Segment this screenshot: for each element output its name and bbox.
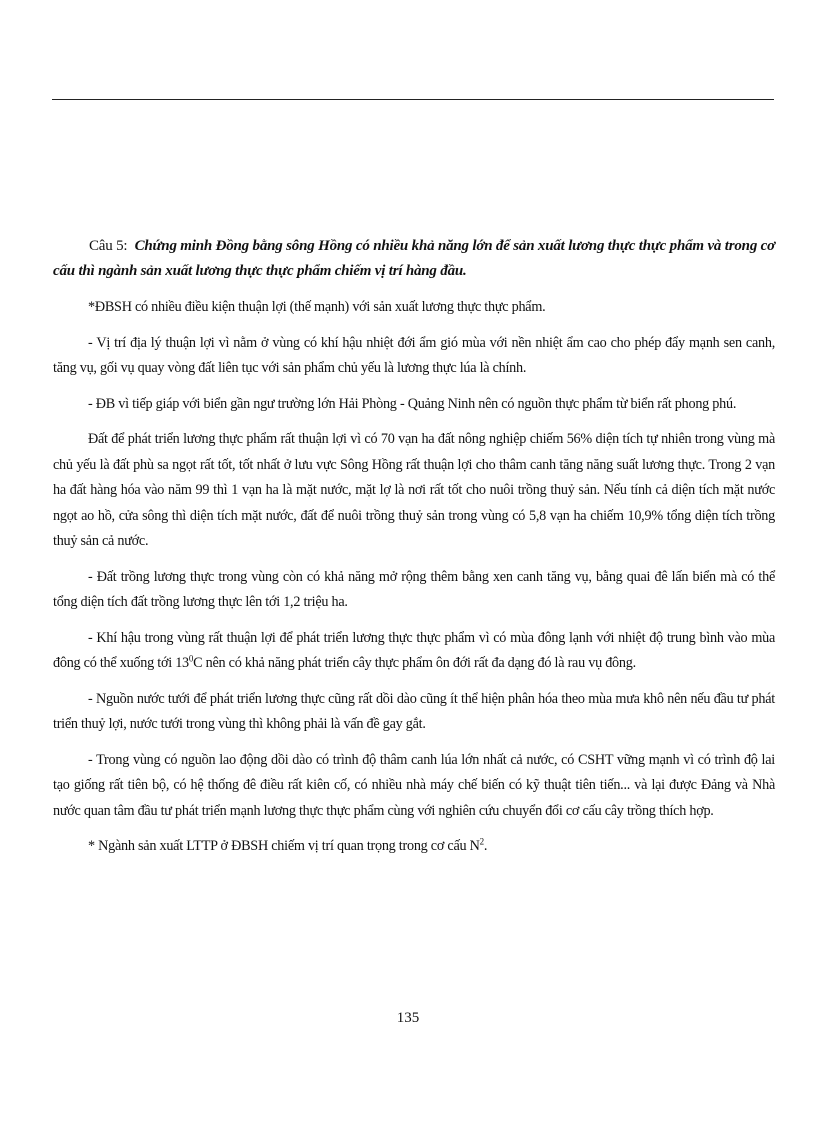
document-body bbox=[53, 234, 775, 870]
paragraph-climate bbox=[53, 626, 775, 677]
climate-degree-sup: 0 bbox=[188, 653, 194, 664]
paragraph-advantages-intro: *ĐBSH có nhiều điều kiện thuận lợi (thế mạnh) với sản xuất lương thực thực phẩm. bbox=[88, 299, 546, 315]
page-number: 135 bbox=[396, 1010, 420, 1026]
question-label: Câu 5: bbox=[89, 238, 128, 254]
question-text: Chứng minh Đồng bằng sông Hồng có nhiều khả năng lớn để sản xuất lương thực thực phẩm và trong cơ cấu thì ngành sản xuất lương thực thực phẩm chiếm vị trí hàng đầu. bbox=[53, 238, 775, 279]
paragraph-location: - Vị trí địa lý thuận lợi vì nằm ở vùng có khí hậu nhiệt đới ẩm gió mùa với nền nhiệt ẩm cao cho phép đẩy mạnh sen canh, tăng vụ, gối vụ quay vòng đất liên tục với sản phẩm chủ yếu là lương thực lúa là chính. bbox=[53, 334, 775, 376]
question-heading bbox=[53, 234, 775, 284]
paragraph-land-expansion: - Đất trồng lương thực trong vùng còn có khả năng mở rộng thêm bằng xen canh tăng vụ, bằng quai đê lấn biển mà có thể tổng diện tích đất trồng lương thực lên tới 1,2 triệu ha. bbox=[53, 568, 775, 610]
conclusion-sup: 2 bbox=[479, 836, 484, 847]
paragraph-land: Đất để phát triển lương thực phẩm rất thuận lợi vì có 70 vạn ha đất nông nghiệp chiếm 56% diện tích tự nhiên trong vùng mà chủ yếu là đất phù sa ngọt rất tốt, tốt nhất ở lưu vực Sông Hồng rất thuận lợi cho thâm canh tăng năng suất lương thực. Trong 2 vạn ha đất hàng hóa vào năm 99 thì 1 vạn ha là mặt nước, mặt lợ là nơi rất tốt cho nuôi trồng thuỷ sản. Nếu tính cả diện tích mặt nước ngọt ao hồ, cửa sông thì diện tích mặt nước, đất để nuôi trồng thuỷ sản trong vùng có 5,8 vạn ha chiếm 10,9% tổng diện tích trồng thuỷ sản cả nước. bbox=[53, 431, 775, 549]
paragraph-water: - Nguồn nước tưới để phát triển lương thực cũng rất dồi dào cũng ít thể hiện phân hóa theo mùa mưa khô nên nếu đầu tư phát triển thuỷ lợi, nước tưới trong vùng thì không phải là vấn đề gay gắt. bbox=[53, 690, 775, 732]
climate-text-after: C nên có khả năng phát triển cây thực phẩm ôn đới rất đa dạng đó là rau vụ đông. bbox=[193, 655, 636, 671]
climate-text-before: - Khí hậu trong vùng rất thuận lợi để phát triển lương thực thực phẩm vì có mùa đông lạnh với nhiệt độ trung bình vào mùa đông có thể xuống tới 13 bbox=[53, 629, 775, 671]
paragraph-conclusion bbox=[53, 834, 775, 860]
paragraph-labor: - Trong vùng có nguồn lao động dồi dào có trình độ thâm canh lúa lớn nhất cả nước, có CSHT vững mạnh vì có trình độ lai tạo giống rất tiên bộ, có hệ thống đê điều rất kiên cố, có nhiều nhà máy chế biến có kỹ thuật tiên tiến... và lại được Đảng và Nhà nước quan tâm đầu tư phát triển mạnh lương thực thực phẩm cùng với nghiên cứu chuyển đổi cơ cấu cây trồng thích hợp. bbox=[53, 751, 775, 819]
conclusion-text-after: . bbox=[483, 838, 488, 854]
paragraph-sea: - ĐB vì tiếp giáp với biển gần ngư trường lớn Hải Phòng - Quảng Ninh nên có nguồn thực phẩm từ biển rất phong phú. bbox=[88, 395, 737, 412]
header-rule bbox=[52, 99, 774, 100]
conclusion-text-before: * Ngành sản xuất LTTP ở ĐBSH chiếm vị trí quan trọng trong cơ cấu N bbox=[88, 838, 480, 854]
